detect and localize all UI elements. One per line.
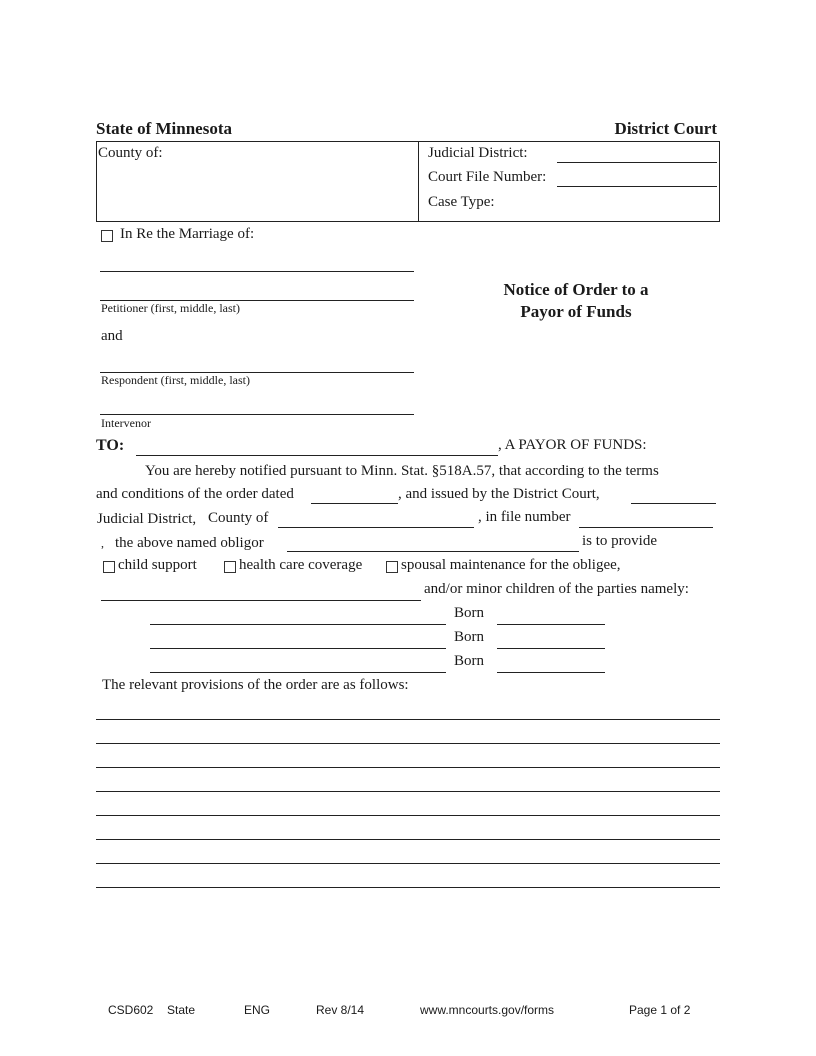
- county-label: County of:: [98, 145, 163, 161]
- health-care-checkbox[interactable]: [224, 561, 236, 573]
- child-support-checkbox[interactable]: [103, 561, 115, 573]
- court-file-number-label: Court File Number:: [428, 169, 547, 185]
- obligor-name-field[interactable]: [287, 551, 579, 552]
- order-date-field[interactable]: [311, 503, 398, 504]
- petitioner-name-field-1[interactable]: [100, 271, 414, 272]
- footer-revision: Rev 8/14: [316, 1003, 365, 1017]
- provisions-line[interactable]: [96, 815, 720, 816]
- footer-page: Page 1 of 2: [629, 1003, 691, 1017]
- payor-suffix: , A PAYOR OF FUNDS:: [498, 437, 647, 453]
- obligee-name-field[interactable]: [101, 600, 421, 601]
- provisions-line[interactable]: [96, 767, 720, 768]
- petitioner-label: Petitioner (first, middle, last): [101, 301, 240, 315]
- county-field[interactable]: [278, 527, 474, 528]
- to-label: TO:: [96, 437, 125, 454]
- provisions-line[interactable]: [96, 791, 720, 792]
- caption-divider: [418, 141, 419, 221]
- footer-jurisdiction: State: [167, 1003, 196, 1017]
- form-title-line-1: Notice of Order to a: [503, 280, 649, 299]
- notice-text-line-4a: ,: [101, 536, 104, 550]
- children-intro: and/or minor children of the parties namely:: [424, 581, 689, 597]
- respondent-label: Respondent (first, middle, last): [101, 373, 250, 387]
- provisions-line[interactable]: [96, 719, 720, 720]
- child-name-field[interactable]: [150, 624, 446, 625]
- court-heading: District Court: [614, 119, 717, 138]
- marriage-label: In Re the Marriage of:: [120, 226, 255, 242]
- state-heading: State of Minnesota: [96, 119, 232, 138]
- intervenor-name-field[interactable]: [100, 414, 414, 415]
- footer-language: ENG: [244, 1003, 271, 1017]
- child-name-field[interactable]: [150, 648, 446, 649]
- footer-url: www.mncourts.gov/forms: [420, 1003, 555, 1017]
- provisions-line[interactable]: [96, 863, 720, 864]
- judicial-district-label: Judicial District:: [428, 145, 528, 161]
- notice-text-line-4c: is to provide: [582, 533, 657, 549]
- judicial-district-field[interactable]: [557, 162, 717, 163]
- marriage-checkbox[interactable]: [101, 230, 113, 242]
- court-file-number-field[interactable]: [557, 186, 717, 187]
- spousal-maintenance-checkbox[interactable]: [386, 561, 398, 573]
- and-label: and: [101, 328, 123, 344]
- judicial-district-number-field[interactable]: [631, 503, 716, 504]
- notice-text-line-3b: County of: [208, 510, 269, 526]
- notice-text-line-1: You are hereby notified pursuant to Minn. Stat. §518A.57, that according to the terms: [145, 463, 659, 479]
- provisions-line[interactable]: [96, 743, 720, 744]
- file-number-field[interactable]: [579, 527, 713, 528]
- provisions-line[interactable]: [96, 887, 720, 888]
- born-label: Born: [454, 629, 484, 645]
- born-label: Born: [454, 653, 484, 669]
- caption-box: [96, 141, 720, 222]
- footer-form-id: CSD602: [108, 1003, 154, 1017]
- spousal-maintenance-label: spousal maintenance for the obligee,: [401, 557, 621, 573]
- notice-text-line-2b: , and issued by the District Court,: [398, 486, 600, 502]
- child-name-field[interactable]: [150, 672, 446, 673]
- payor-name-field[interactable]: [136, 455, 498, 456]
- notice-text-line-2a: and conditions of the order dated: [96, 486, 294, 502]
- notice-text-line-3c: , in file number: [478, 509, 571, 525]
- child-birthdate-field[interactable]: [497, 648, 605, 649]
- form-title-line-2: Payor of Funds: [520, 302, 632, 321]
- provisions-label: The relevant provisions of the order are as follows:: [102, 677, 409, 693]
- child-support-label: child support: [118, 557, 197, 573]
- child-birthdate-field[interactable]: [497, 672, 605, 673]
- health-care-label: health care coverage: [239, 557, 363, 573]
- notice-text-line-3a: Judicial District,: [97, 511, 197, 527]
- notice-text-line-4b: the above named obligor: [115, 535, 264, 551]
- child-birthdate-field[interactable]: [497, 624, 605, 625]
- born-label: Born: [454, 605, 484, 621]
- provisions-line[interactable]: [96, 839, 720, 840]
- intervenor-label: Intervenor: [101, 416, 151, 430]
- case-type-label: Case Type:: [428, 194, 495, 210]
